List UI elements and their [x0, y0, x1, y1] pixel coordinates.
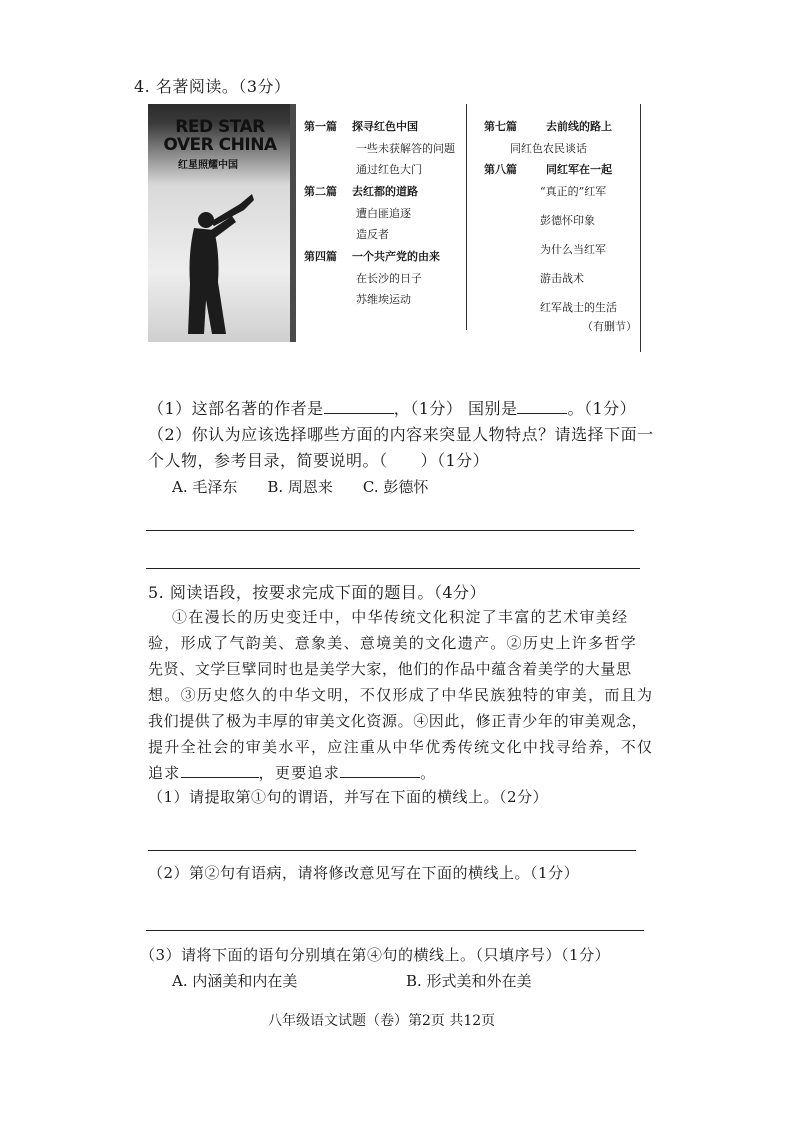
toc-p8-title: 同红军在一起	[546, 163, 612, 176]
toc-p8-item: 彭德怀印象	[540, 214, 595, 227]
toc-right-border	[640, 104, 641, 352]
cover-subtitle: 红星照耀中国	[178, 160, 238, 171]
toc-p2-title: 去红都的道路	[352, 185, 418, 198]
fill-blank-1[interactable]	[181, 777, 259, 778]
toc-p1-item: 通过红色大门	[356, 163, 422, 176]
toc-p1-title: 探寻红色中国	[352, 120, 418, 133]
toc-p7-label: 第七篇	[484, 120, 517, 133]
q4-sub1-text: （1）这部名著的作者是	[148, 399, 324, 418]
toc-p8-item: 游击战术	[540, 272, 584, 285]
toc-p8-item: “真正的”红军	[540, 185, 607, 198]
toc-p8-item: 为什么当红军	[540, 243, 606, 256]
toc-p7-title: 去前线的路上	[546, 120, 612, 133]
toc-note: （有删节）	[582, 320, 637, 333]
author-blank[interactable]	[324, 413, 394, 414]
answer-line[interactable]	[148, 850, 636, 851]
q5-option-b: B. 形式美和外在美	[406, 972, 532, 990]
toc-p4-item: 在长沙的日子	[356, 272, 422, 285]
q5-para-line: 想。③历史悠久的中华文明，不仅形成了中华民族独特的审美，而且为	[148, 686, 654, 704]
q5-title: 5. 阅读语段，按要求完成下面的题目。（4分）	[148, 583, 487, 602]
q5-para-line: 提升全社会的审美水平，应注重从中华优秀传统文化中找寻给养，不仅	[148, 738, 654, 756]
q4-sub1-text2: ，（1分） 国别是	[393, 399, 518, 418]
q4-sub2-line2: 个人物，参考目录，简要说明。（ ）（1分）	[148, 451, 490, 470]
toc-p4-title: 一个共产党的由来	[352, 250, 440, 263]
q5-para-line: ①在漫长的历史变迁中，中华传统文化积淀了丰富的艺术审美经	[172, 608, 629, 626]
toc-p2-item: 造反者	[356, 228, 389, 241]
toc-p4-item: 苏维埃运动	[356, 293, 411, 306]
q5-para-line: 我们提供了极为丰厚的审美文化资源。④因此，修正青少年的审美观念，	[148, 712, 648, 730]
answer-line[interactable]	[146, 930, 644, 931]
cover-title-line1: RED STAR	[175, 117, 265, 137]
page-footer: 八年级语文试题（卷）第2页 共12页	[268, 1013, 496, 1029]
q4-sub2-line1: （2）你认为应该选择哪些方面的内容来突显人物特点？请选择下面一	[148, 425, 654, 444]
toc-p8-label: 第八篇	[484, 163, 517, 176]
toc-p4-label: 第四篇	[304, 250, 337, 263]
q5-para-text: 追求	[148, 764, 181, 782]
q5-sub1: （1）请提取第①句的谓语，并写在下面的横线上。（2分）	[148, 788, 549, 806]
q5-sub2: （2）第②句有语病，请将修改意见写在下面的横线上。（1分）	[148, 864, 580, 882]
q4-sub1	[148, 396, 636, 419]
toc-p8-item: 红军战士的生活	[540, 301, 617, 314]
q5-option-a: A. 内涵美和内在美	[172, 972, 298, 990]
toc-p7-item: 同红色农民谈话	[510, 142, 587, 155]
q4-sub1-text3: 。（1分）	[567, 399, 637, 418]
q4-title: 4. 名著阅读。（3分）	[134, 77, 291, 96]
cover-title-line2: OVER CHINA	[163, 135, 277, 155]
q4-options: A. 毛泽东 B. 周恩来 C. 彭德怀	[172, 478, 429, 496]
q5-para-text: ，更要追求	[258, 764, 341, 782]
bugler-figure-icon	[148, 104, 290, 342]
toc-divider	[466, 104, 467, 330]
fill-blank-2[interactable]	[340, 777, 420, 778]
q5-para-line: 先贤、文学巨擘同时也是美学大家，他们的作品中蕴含着美学的大量思	[148, 660, 632, 678]
toc-p1-item: 一些未获解答的问题	[356, 142, 455, 155]
toc-p2-label: 第二篇	[304, 185, 337, 198]
q5-para-line	[148, 762, 436, 783]
q5-para-line: 验，形成了气韵美、意象美、意境美的文化遗产。②历史上许多哲学	[148, 634, 638, 652]
answer-line[interactable]	[146, 530, 634, 531]
q5-para-text: 。	[420, 764, 437, 782]
country-blank[interactable]	[517, 413, 567, 414]
answer-line[interactable]	[146, 568, 640, 569]
toc-p2-item: 遭白匪追逐	[356, 207, 411, 220]
q5-sub3: （3）请将下面的语句分别填在第④句的横线上。（只填序号）（1分）	[140, 946, 611, 964]
book-cover-image	[148, 104, 296, 342]
toc-p1-label: 第一篇	[304, 120, 337, 133]
